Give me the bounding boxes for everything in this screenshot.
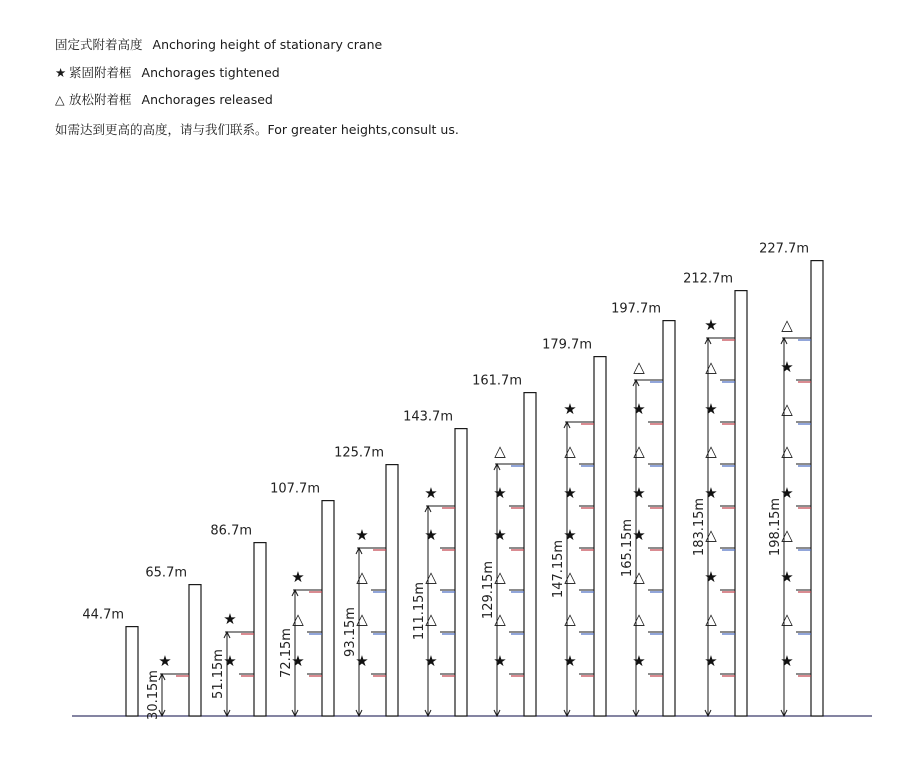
star-icon: ★ [424, 526, 438, 544]
height-label: 212.7m [683, 271, 733, 287]
height-label: 161.7m [472, 373, 522, 389]
crane-column-6 [403, 410, 467, 716]
legend-released-cn: 放松附着框 [69, 92, 132, 107]
anchored-height-label: 30.15m [146, 670, 161, 720]
triangle-icon: △ [494, 442, 506, 460]
star-icon: ★ [424, 484, 438, 502]
triangle-icon: △ [564, 568, 576, 586]
mast [254, 543, 266, 716]
star-icon: ★ [493, 484, 507, 502]
height-label: 44.7m [82, 607, 124, 623]
triangle-icon: △ [633, 358, 645, 376]
star-icon: ★ [704, 652, 718, 670]
triangle-icon: △ [633, 610, 645, 628]
star-icon: ★ [780, 484, 794, 502]
star-icon: ★ [55, 65, 67, 80]
triangle-icon: △ [356, 568, 368, 586]
anchored-height-label: 51.15m [211, 649, 226, 699]
star-icon: ★ [355, 652, 369, 670]
star-icon: ★ [493, 526, 507, 544]
height-label: 143.7m [403, 409, 453, 425]
triangle-icon: △ [633, 442, 645, 460]
legend-title-cn: 固定式附着高度 [55, 37, 143, 52]
mast [126, 627, 138, 716]
star-icon: ★ [780, 568, 794, 586]
star-icon: ★ [223, 610, 237, 628]
crane-column-10 [683, 272, 747, 716]
mast [322, 501, 334, 716]
star-icon: ★ [223, 652, 237, 670]
legend-released-en: Anchorages released [141, 92, 273, 107]
triangle-icon: △ [705, 358, 717, 376]
triangle-icon: △ [494, 610, 506, 628]
star-icon: ★ [563, 652, 577, 670]
anchored-height-label: 93.15m [343, 607, 358, 657]
star-icon: ★ [632, 484, 646, 502]
triangle-icon: △ [705, 526, 717, 544]
anchored-height-label: 147.15m [551, 539, 566, 599]
triangle-icon: △ [781, 400, 793, 418]
triangle-icon: △ [781, 526, 793, 544]
legend-tightened-en: Anchorages tightened [141, 65, 280, 80]
star-icon: ★ [424, 652, 438, 670]
triangle-icon: △ [425, 568, 437, 586]
crane-column-9 [611, 302, 675, 716]
anchored-height-label: 111.15m [412, 581, 427, 641]
star-icon: ★ [780, 652, 794, 670]
mast [811, 261, 823, 716]
crane-column-2 [145, 566, 201, 720]
mast [735, 291, 747, 716]
crane-column-4 [270, 482, 334, 716]
anchored-height-label: 183.15m [692, 497, 707, 557]
crane-column-5 [334, 446, 398, 716]
star-icon: ★ [355, 526, 369, 544]
legend-note-text: 如需达到更高的高度，请与我们联系。For greater heights,consult us. [55, 122, 459, 137]
triangle-icon: △ [564, 610, 576, 628]
triangle-icon: △ [292, 610, 304, 628]
height-label: 125.7m [334, 445, 384, 461]
anchored-height-label: 129.15m [481, 560, 496, 620]
mast [594, 357, 606, 716]
mast [386, 465, 398, 716]
triangle-icon: △ [564, 442, 576, 460]
star-icon: ★ [563, 526, 577, 544]
anchored-height-label: 165.15m [620, 518, 635, 578]
triangle-icon: △ [425, 610, 437, 628]
triangle-icon: △ [781, 316, 793, 334]
triangle-icon: △ [55, 92, 65, 107]
mast [663, 321, 675, 716]
triangle-icon: △ [356, 610, 368, 628]
star-icon: ★ [291, 652, 305, 670]
crane-column-7 [472, 374, 536, 716]
star-icon: ★ [632, 652, 646, 670]
height-label: 86.7m [210, 523, 252, 539]
star-icon: ★ [780, 358, 794, 376]
legend-tightened-cn: 紧固附着框 [69, 65, 132, 80]
height-label: 197.7m [611, 301, 661, 317]
star-icon: ★ [158, 652, 172, 670]
height-label: 65.7m [145, 565, 187, 581]
height-label: 227.7m [759, 241, 809, 257]
mast [189, 585, 201, 716]
anchored-height-label: 72.15m [279, 628, 294, 678]
crane-column-8 [542, 338, 606, 716]
height-label: 107.7m [270, 481, 320, 497]
triangle-icon: △ [633, 568, 645, 586]
crane-column-11 [759, 242, 823, 716]
crane-column-3 [210, 524, 266, 716]
star-icon: ★ [632, 526, 646, 544]
triangle-icon: △ [705, 610, 717, 628]
crane-column-1 [82, 608, 138, 716]
star-icon: ★ [291, 568, 305, 586]
star-icon: ★ [632, 400, 646, 418]
triangle-icon: △ [781, 442, 793, 460]
star-icon: ★ [704, 316, 718, 334]
star-icon: ★ [704, 568, 718, 586]
triangle-icon: △ [781, 610, 793, 628]
mast [524, 393, 536, 716]
height-label: 179.7m [542, 337, 592, 353]
star-icon: ★ [704, 484, 718, 502]
mast [455, 429, 467, 716]
legend-title-en: Anchoring height of stationary crane [152, 37, 383, 52]
triangle-icon: △ [705, 442, 717, 460]
star-icon: ★ [493, 652, 507, 670]
triangle-icon: △ [494, 568, 506, 586]
star-icon: ★ [704, 400, 718, 418]
anchored-height-label: 198.15m [768, 497, 783, 557]
star-icon: ★ [563, 400, 577, 418]
star-icon: ★ [563, 484, 577, 502]
